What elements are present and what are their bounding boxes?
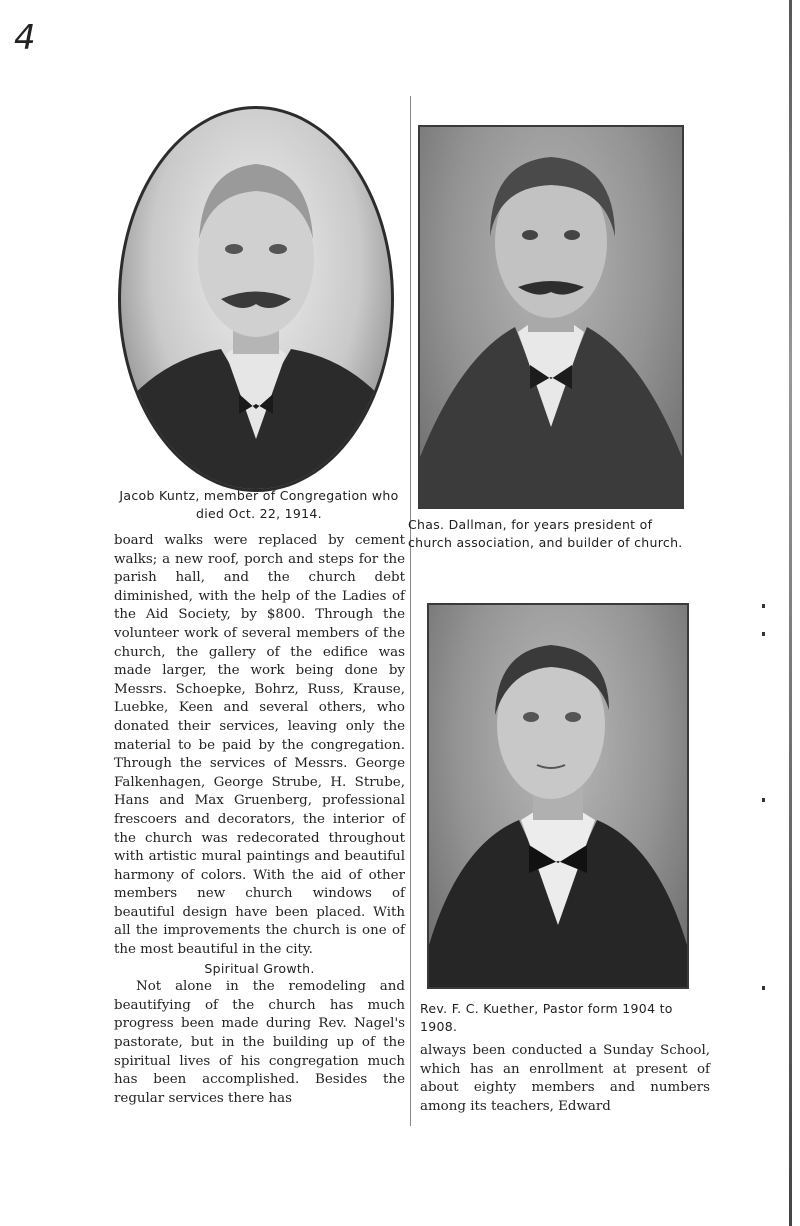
article-paragraph: board walks were replaced by cement walks; a new roof, porch and steps for the parish hall, and the church debt diminished, with the help of the Ladies of the Aid Society, by $800. Through the volunteer work of several members of the church, the gallery of the edifice was made larger, the work being done by Messrs. Schoepke, Bohrz, Russ, Krause, Luebke, Keen and several others, who donated their services, leaving only the material to be paid by the congregation. Through the services of Messrs. George Falkenhagen, George Strube, H. Strube, Hans and Max Gruenberg, professional frescoers and decorators, the interior of the church was redecorated throughout with artistic mural paintings and beautiful harmony of colors. With the aid of other members new church windows of beautiful design have been placed. With all the improvements the church is one of the most beautiful in the city. [114, 533, 405, 958]
portrait-rev-kuether-illustration [429, 605, 687, 987]
scan-edge-mark [762, 604, 765, 608]
scan-edge-line [789, 0, 792, 1226]
caption-jacob-kuntz: Jacob Kuntz, member of Congregation who died Oct. 22, 1914. [119, 488, 399, 521]
article-paragraph: Not alone in the remodeling and beautifying of the church has much progress been made during Rev. Nagel's pastorate, but in the building up of the spiritual lives of his congregation much has been accomplished. Besides the regular services there has [114, 979, 405, 1106]
scan-edge-mark [762, 986, 765, 990]
portrait-jacob-kuntz [118, 106, 394, 492]
article-right-column [420, 1042, 710, 1116]
scan-edge-mark [762, 632, 765, 636]
page-number: 4 [14, 18, 36, 58]
caption-rev-kuether: Rev. F. C. Kuether, Pastor form 1904 to 1908. [420, 1001, 673, 1034]
article-paragraph: always been conducted a Sunday School, which has an enrollment at present of about eighty members and numbers among its teachers, Edward [420, 1043, 710, 1114]
portrait-chas-dallman-illustration [420, 127, 682, 507]
portrait-rev-kuether [427, 603, 689, 989]
section-heading-spiritual-growth: Spiritual Growth. [204, 960, 315, 976]
caption-chas-dallman: Chas. Dallman, for years president of church association, and builder of church. [408, 517, 683, 550]
article-left-column [114, 532, 405, 1108]
portrait-jacob-kuntz-illustration [121, 109, 391, 489]
portrait-chas-dallman [418, 125, 684, 509]
column-divider [410, 96, 411, 1126]
scan-edge-mark [762, 798, 765, 802]
